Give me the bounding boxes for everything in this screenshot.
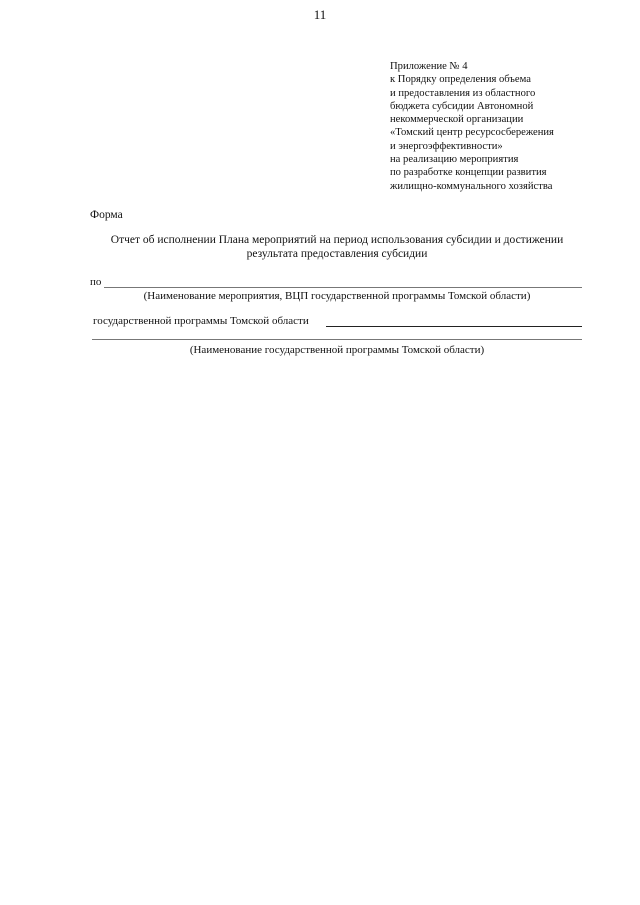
program-name-line bbox=[92, 339, 582, 340]
program-field-caption: (Наименование государственной программы Томской области) bbox=[189, 344, 485, 356]
page-number: 11 bbox=[313, 7, 327, 22]
program-field-line bbox=[326, 326, 582, 327]
event-field-caption: (Наименование мероприятия, ВЦП государственной программы Томской области) bbox=[143, 290, 531, 302]
appendix-line: жилищно-коммунального хозяйства bbox=[390, 180, 553, 192]
event-field-line bbox=[104, 287, 582, 288]
appendix-line: некоммерческой организации bbox=[390, 114, 524, 126]
appendix-line: «Томский центр ресурсосбережения bbox=[390, 127, 554, 139]
appendix-line: и энергоэффективности» bbox=[390, 140, 503, 152]
appendix-line: Приложение № 4 bbox=[390, 61, 468, 72]
report-title-line: результата предоставления субсидии bbox=[246, 248, 428, 260]
appendix-line: по разработке концепции развития bbox=[390, 167, 547, 179]
appendix-line: и предоставления из областного bbox=[390, 87, 536, 99]
event-field-prefix: по bbox=[90, 276, 102, 288]
appendix-block bbox=[390, 60, 590, 193]
report-title bbox=[92, 233, 582, 261]
appendix-line: на реализацию мероприятия bbox=[390, 154, 519, 166]
appendix-line: к Порядку определения объема bbox=[390, 74, 531, 86]
appendix-line: бюджета субсидии Автономной bbox=[390, 100, 534, 112]
program-field-label: государственной программы Томской области bbox=[93, 315, 309, 327]
form-label: Форма bbox=[90, 209, 123, 221]
report-title-line: Отчет об исполнении Плана мероприятий на период использования субсидии и достижении bbox=[110, 234, 564, 246]
